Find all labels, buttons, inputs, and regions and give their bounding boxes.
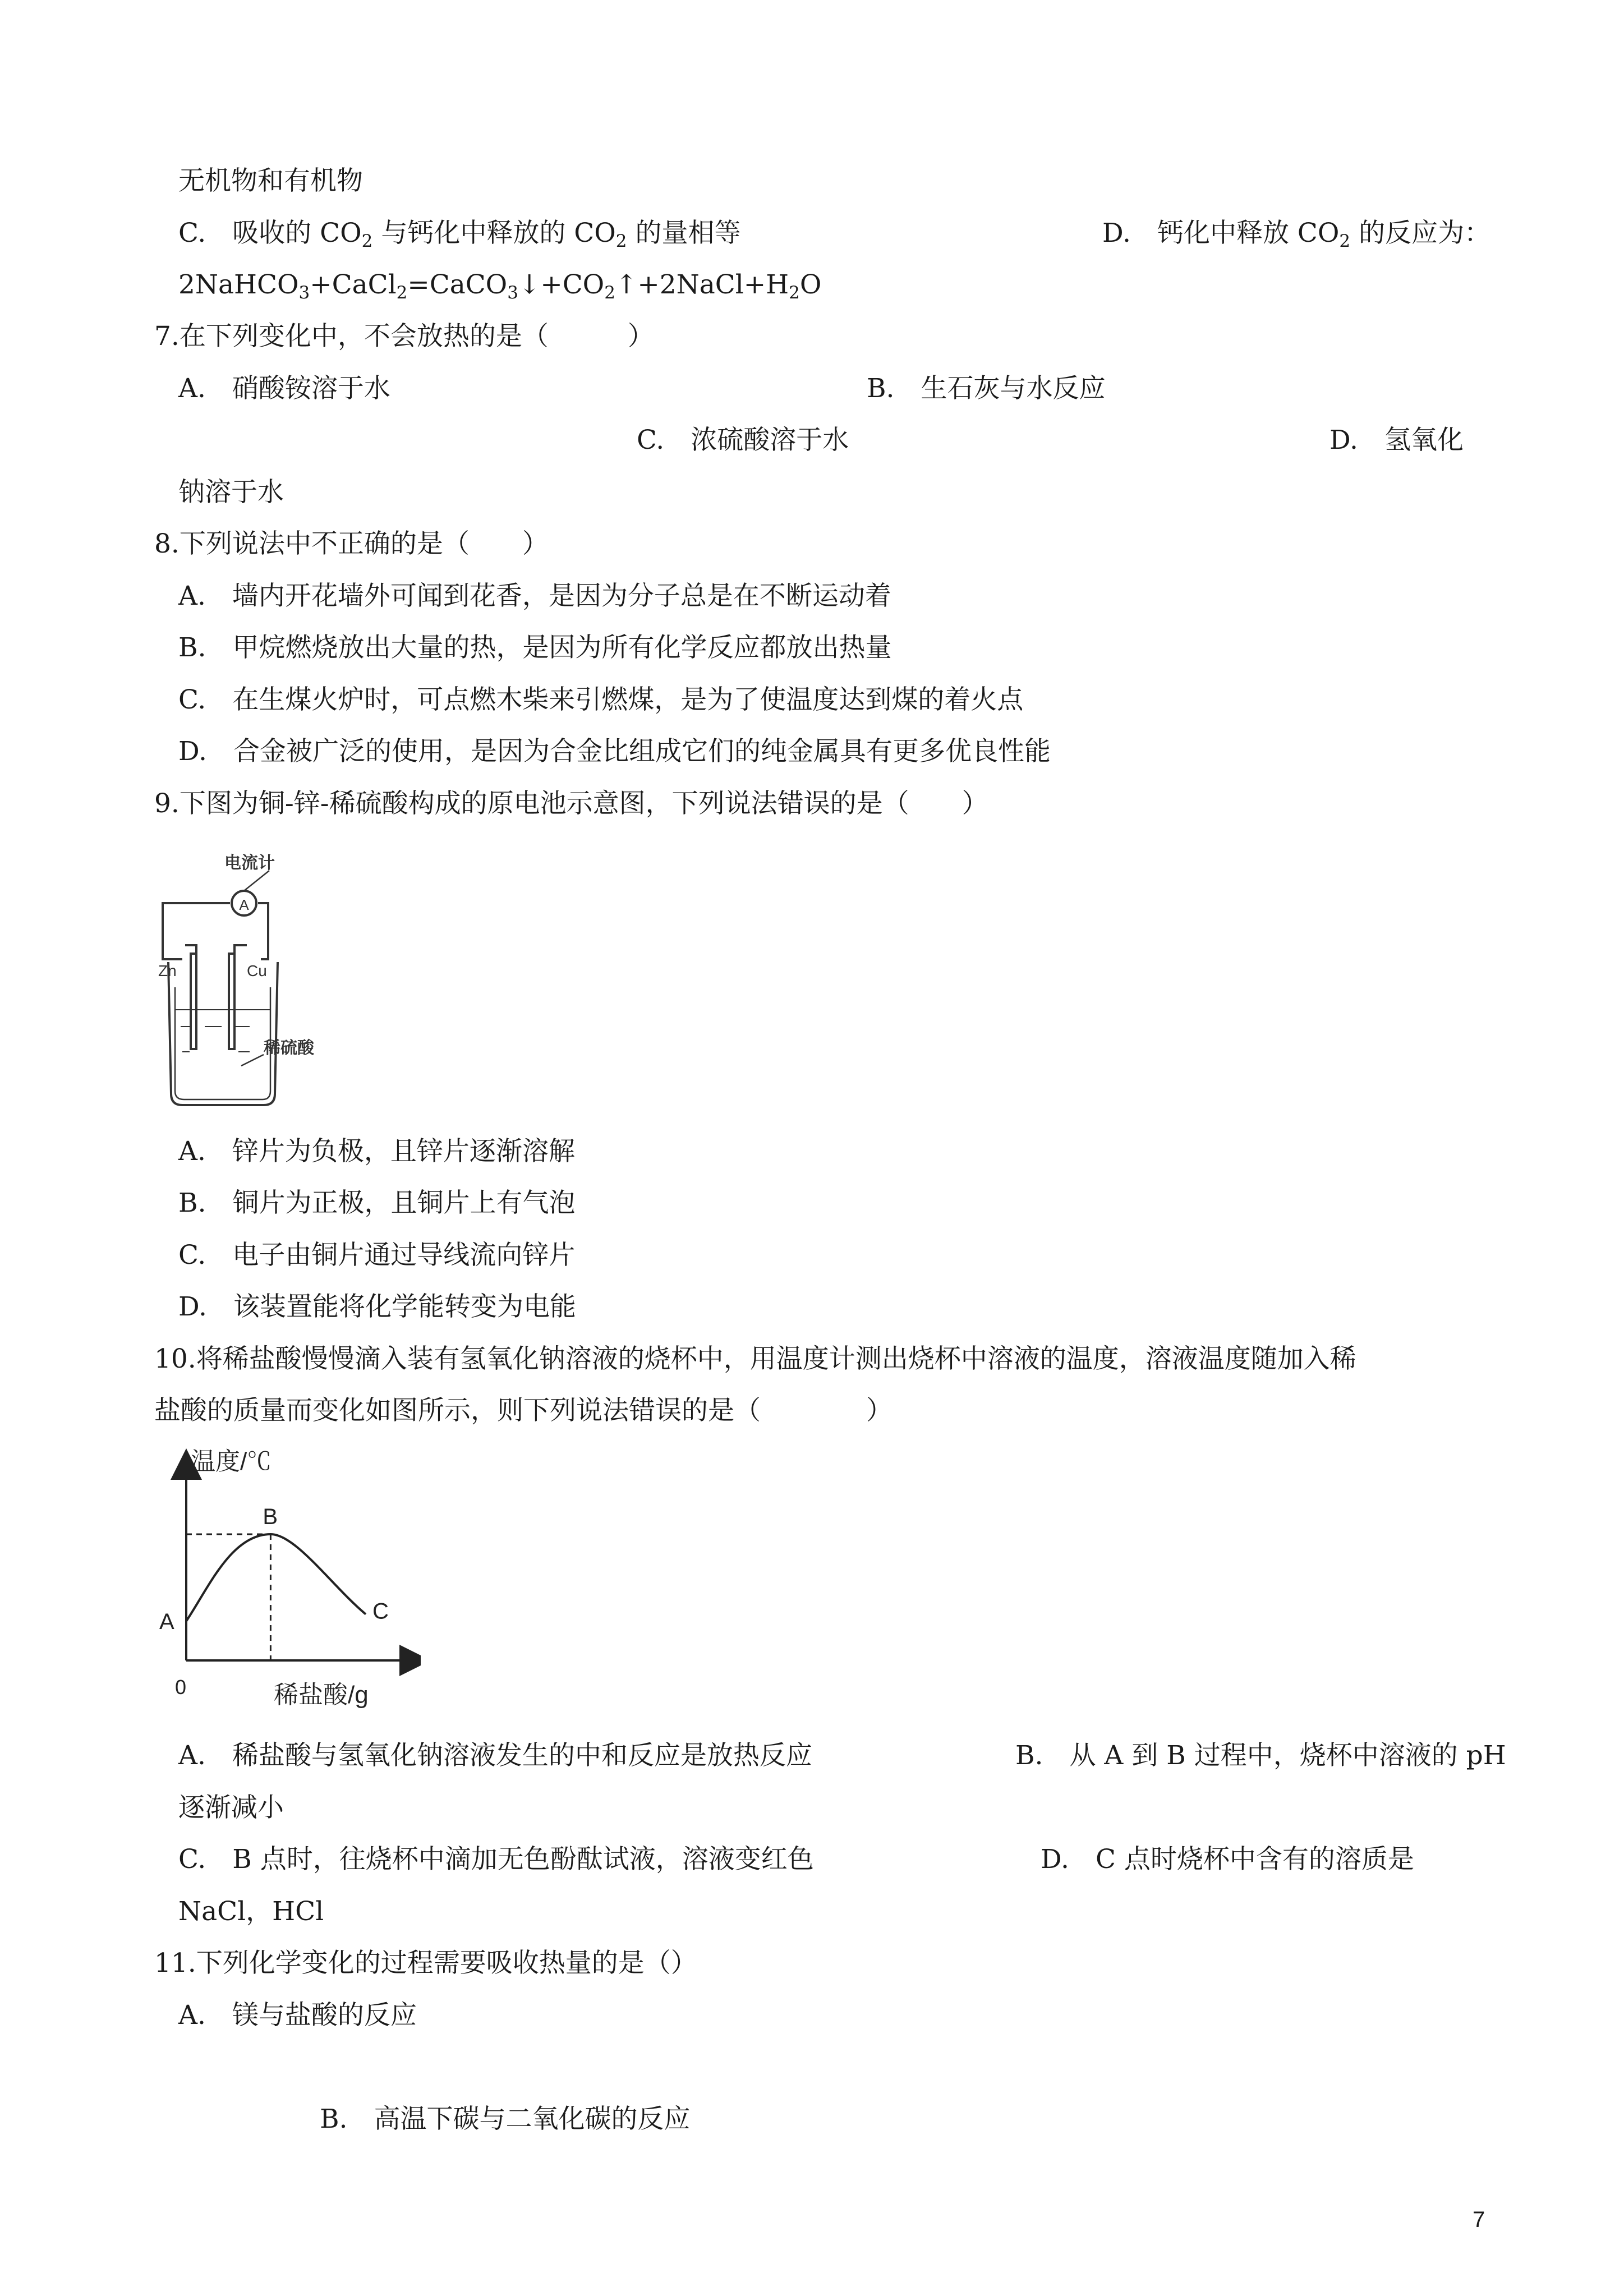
zinc-label: Zn [158,962,177,979]
q10-option-a: A. 稀盐酸与氢氧化钠溶液发生的中和反应是放热反应 [178,1740,812,1771]
q8-option-b: B. 甲烷燃烧放出大量的热，是因为所有化学反应都放出热量 [178,632,892,663]
point-b-label: B [263,1504,278,1529]
q7-option-d-cont: 钠溶于水 [178,477,284,508]
page-number: 7 [1473,2207,1485,2232]
q11-stem: 11.下列化学变化的过程需要吸收热量的是（） [154,1948,697,1978]
q7-option-c: C. 浓硫酸溶于水 [637,425,849,455]
acid-label: 稀硫酸 [264,1039,314,1057]
q8-option-d: D. 合金被广泛的使用，是因为合金比组成它们的纯金属具有更多优良性能 [178,736,1051,767]
q10-stem-line2: 盐酸的质量而变化如图所示，则下列说法错误的是（ ） [154,1395,892,1426]
copper-label: Cu [247,962,267,979]
q10-stem-line1: 10.将稀盐酸慢慢滴入装有氢氧化钠溶液的烧杯中，用温度计测出烧杯中溶液的温度，溶液温度随加入稀 [154,1343,1356,1374]
q6-equation: $2NaHCO_3+CaCl_2=CaCO_3↓+CO_2↑+2NaCl+H_2O$ [178,269,822,303]
q8-stem: 8.下列说法中不正确的是（ ） [154,528,549,559]
q7-option-b: B. 生石灰与水反应 [867,373,1106,404]
ammeter-symbol: A [239,896,249,913]
y-axis-label: 温度/℃ [191,1448,272,1475]
q10-option-d: D. C 点时烧杯中含有的溶质是 [1041,1844,1414,1875]
q11-option-b: B. 高温下碳与二氧化碳的反应 [320,2104,691,2134]
q11-option-a: A. 镁与盐酸的反应 [178,2000,417,2031]
q7-option-d: D. 氢氧化 [1329,425,1464,455]
point-a-label: A [159,1609,174,1634]
q6-option-c: C. 吸收的 $CO_2$ 与钙化中释放的 $CO_2$ 的量相等 [178,218,741,251]
q10-option-b-cont: 逐渐减小 [178,1792,284,1823]
q10-option-c: C. B 点时，往烧杯中滴加无色酚酞试液，溶液变红色 [178,1844,814,1875]
q8-option-a: A. 墙内开花墙外可闻到花香，是因为分子总是在不断运动着 [178,581,891,611]
q9-option-a: A. 锌片为负极，且锌片逐渐溶解 [178,1136,575,1167]
q9-option-c: C. 电子由铜片通过导线流向锌片 [178,1240,576,1271]
q6-b-continuation: 无机物和有机物 [178,165,363,196]
galvanic-cell-figure [151,841,337,1111]
ammeter-label: 电流计 [224,854,275,872]
q9-option-b: B. 铜片为正极，且铜片上有气泡 [178,1188,576,1218]
q10-option-b: B. 从 A 到 B 过程中，烧杯中溶液的 pH [1015,1740,1506,1771]
temperature-curve [186,1534,366,1621]
temperature-chart [151,1447,421,1728]
q9-option-d: D. 该装置能将化学能转变为电能 [178,1291,576,1322]
q6-option-d: D. 钙化中释放 $CO_2$ 的反应为： [1102,218,1491,251]
q7-stem: 7.在下列变化中，不会放热的是（ ） [154,321,654,352]
origin-label: 0 [175,1676,187,1699]
q8-option-c: C. 在生煤火炉时，可点燃木柴来引燃煤，是为了使温度达到煤的着火点 [178,684,1024,715]
point-c-label: C [372,1599,389,1624]
q7-option-a: A. 硝酸铵溶于水 [178,373,390,404]
q9-stem: 9.下图为铜-锌-稀硫酸构成的原电池示意图，下列说法错误的是（ ） [154,788,988,819]
x-axis-label: 稀盐酸/g [274,1681,369,1709]
q10-option-d-cont: NaCl，HCl [178,1896,324,1927]
